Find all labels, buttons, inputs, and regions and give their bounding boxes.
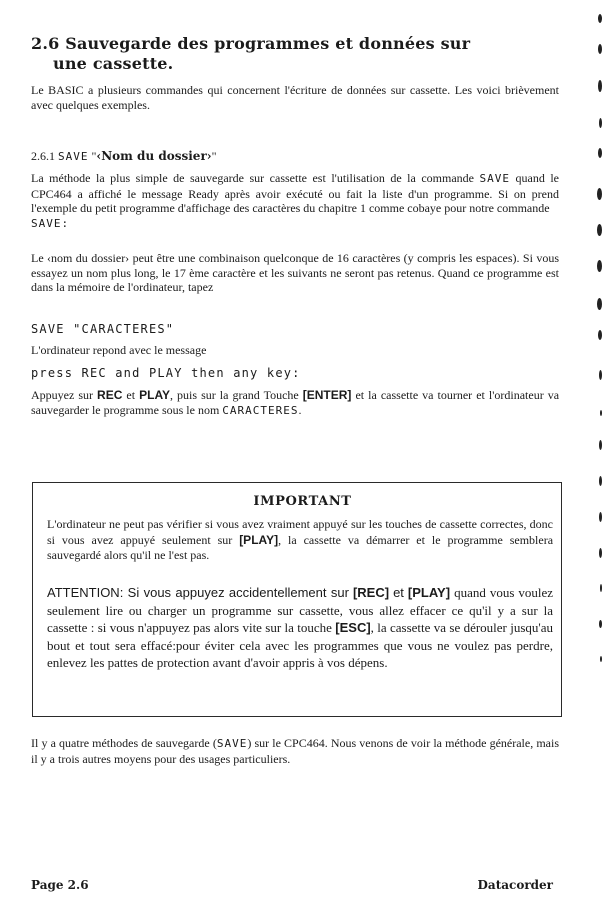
- code-press-rec-play: press REC and PLAY then any key:: [31, 366, 301, 380]
- paragraph-file-name: Le ‹nom du dossier› peut être une combinaison quelconque de 16 caractères (y compris les espaces). Si vous essayez un nom plus long, le 17 ème caractère et les suivants ne seront pas retenus. Quand ce programme est dans la mémoire de l'ordinateur, tapez: [31, 251, 559, 294]
- p4-text-b: et: [126, 388, 136, 402]
- scan-mark: [599, 440, 602, 450]
- p4-text-a: Appuyez sur: [31, 388, 94, 402]
- play-key-label: PLAY: [139, 388, 171, 402]
- scan-edge-marks: [591, 0, 605, 900]
- attention-esc-key: [ESC]: [335, 620, 371, 635]
- subsection-title: [31, 149, 216, 164]
- program-name: CARACTERES: [222, 403, 299, 417]
- scan-mark: [598, 330, 602, 340]
- section-title-line2: une cassette.: [53, 54, 174, 73]
- code-save-caracteres: SAVE "CARACTERES": [31, 322, 175, 336]
- paragraph-save-method: [31, 171, 559, 231]
- scan-mark: [598, 14, 602, 23]
- subsection-command: SAVE: [58, 150, 89, 163]
- important-text-b: , la cassette va démarrer et le programme semblera sauvegardé alors qu'il ne l'est pas.: [47, 532, 554, 562]
- p4-text-e: .: [298, 402, 302, 417]
- p4-text-d: et la cassette va tourner et l'ordinateur va sauvegarder le programme sous le nom: [31, 388, 560, 417]
- scan-mark: [600, 584, 602, 592]
- scan-mark: [599, 512, 602, 522]
- p4-text-c: , puis sur la grand Touche: [170, 388, 299, 402]
- page-number: Page 2.6: [31, 878, 89, 892]
- intro-paragraph: Le BASIC a plusieurs commandes qui concernent l'écriture de données sur cassette. Les voici brièvement avec quelques exemples.: [31, 83, 559, 112]
- closing-text-b: ) sur le CPC464. Nous venons de voir la méthode générale, mais il y a trois autres moyens pour des usages particuliers.: [31, 736, 560, 766]
- scan-mark: [599, 370, 602, 380]
- scan-mark: [599, 476, 602, 486]
- scan-mark: [598, 44, 602, 54]
- scan-mark: [600, 410, 602, 416]
- scan-mark: [598, 80, 602, 92]
- attention-rec-key: [REC]: [352, 585, 390, 600]
- paragraph-computer-response: L'ordinateur repond avec le message: [31, 343, 207, 357]
- subsection-quote-close: ": [211, 149, 217, 163]
- paragraph-press-keys: [31, 388, 559, 418]
- p1-text-a: La méthode la plus simple de sauvegarde sur cassette est l'utilisation de la commande: [31, 171, 474, 185]
- scan-mark: [599, 548, 602, 558]
- important-paragraph: [47, 517, 553, 564]
- p1-save-command-end: SAVE:: [31, 216, 70, 230]
- scan-mark: [597, 260, 602, 272]
- attention-play-key: [PLAY]: [407, 585, 451, 600]
- subsection-quote-open: ": [91, 149, 97, 163]
- important-play-key: [PLAY]: [239, 532, 279, 547]
- scan-mark: [598, 148, 602, 158]
- attention-and: et: [393, 585, 404, 600]
- attention-text-a: quand vous voulez seulement lire ou charger un programme sur cassette, vous allez effacer ce qu'il y a sur la cassette : si vous n'appuyez pas alors vite sur la touche: [47, 585, 554, 635]
- important-title: IMPORTANT: [253, 494, 352, 509]
- enter-key-label: [ENTER]: [302, 388, 352, 402]
- section-title-line1: 2.6 Sauvegarde des programmes et données sur: [31, 34, 471, 53]
- attention-paragraph: [47, 584, 553, 672]
- important-text-a: L'ordinateur ne peut pas vérifier si vous avez vraiment appuyé sur les touches de cassette correctes, donc si vous avez appuyé seulement sur: [47, 517, 553, 547]
- subsection-name: ‹Nom du dossier›: [96, 149, 212, 163]
- closing-paragraph: [31, 736, 559, 766]
- scan-mark: [599, 118, 602, 128]
- p1-text-b: quand le CPC464 a affiché le message Ready après avoir exécuté ou fait la liste d'un programme. Si on prend l'exemple du petit programme d'affichage des caractères du chapitre 1 comme cobaye pour notre commande: [31, 171, 560, 215]
- closing-save-command: SAVE: [216, 737, 248, 750]
- scan-mark: [599, 620, 602, 628]
- rec-key-label: REC: [97, 388, 123, 402]
- section-title: [31, 34, 551, 74]
- closing-text-a: Il y a quatre méthodes de sauvegarde (: [31, 736, 217, 750]
- subsection-number: 2.6.1: [31, 149, 55, 163]
- attention-text-b: , la cassette va se dérouler jusqu'au bout et tout sera effacé:pour éviter cela avec les programmes que vous ne voulez pas perdre, enlevez les pattes de protection avant d'avoir appris à vos dépens.: [47, 620, 554, 670]
- scan-mark: [600, 656, 602, 662]
- scan-mark: [597, 188, 602, 200]
- scan-mark: [597, 298, 602, 310]
- attention-lead: ATTENTION: Si vous appuyez accidentellement sur: [47, 585, 349, 600]
- p1-save-command: SAVE: [479, 172, 510, 185]
- chapter-name: Datacorder: [477, 878, 553, 892]
- scan-mark: [597, 224, 602, 236]
